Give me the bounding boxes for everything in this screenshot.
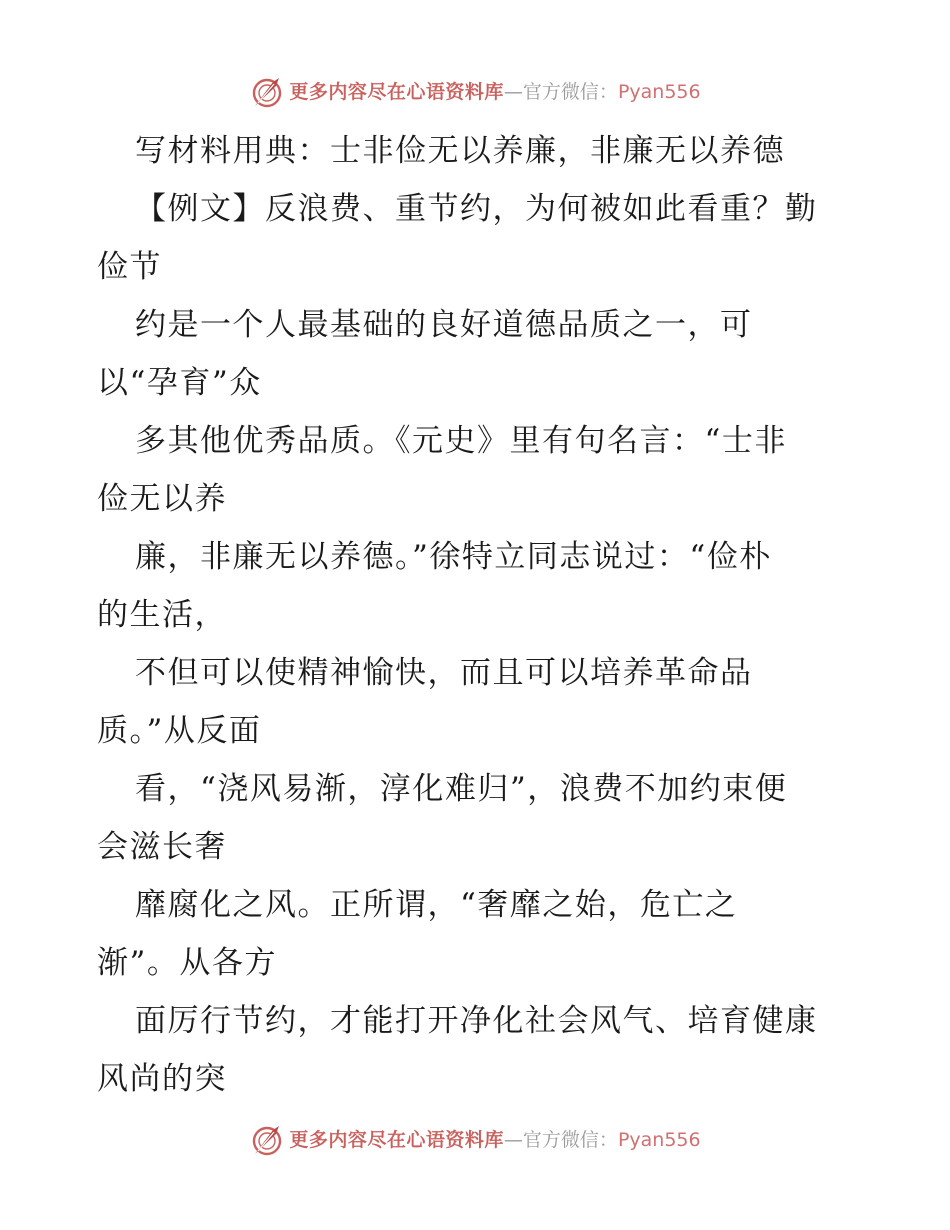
text-line: 俭无以养 — [97, 481, 227, 517]
text-line: 写材料用典：士非俭无以养廉，非廉无以养德 — [135, 133, 785, 169]
header-label: 官方微信： — [522, 80, 618, 103]
text-line: 会滋长奢 — [97, 829, 227, 865]
footer-title: 更多内容尽在心语资料库 — [289, 1128, 504, 1151]
header-separator: — — [503, 80, 523, 103]
header-title: 更多内容尽在心语资料库 — [289, 80, 504, 103]
text-line: 面厉行节约，才能打开净化社会风气、培育健康 — [135, 1003, 818, 1039]
text-line: 看，“浇风易渐，淳化难归”，浪费不加约束便 — [135, 771, 788, 807]
text-line: 的生活， — [97, 597, 227, 633]
text-line: 俭节 — [97, 249, 162, 285]
header-banner — [0, 72, 950, 112]
footer-wechat-id: Pyan556 — [617, 1128, 701, 1151]
text-line: 风尚的突 — [97, 1061, 227, 1097]
text-line: 廉，非廉无以养德。”徐特立同志说过：“俭朴 — [135, 539, 772, 575]
text-line: 质。”从反面 — [97, 713, 262, 749]
text-line: 多其他优秀品质。《元史》里有句名言：“士非 — [135, 423, 787, 459]
quill-logo-icon — [249, 1122, 285, 1158]
document-body — [97, 122, 857, 1108]
footer-banner — [0, 1120, 950, 1160]
footer-label: 官方微信： — [522, 1128, 618, 1151]
text-line: 【例文】反浪费、重节约，为何被如此看重？勤 — [135, 191, 818, 227]
text-line: 以“孕育”众 — [97, 365, 262, 401]
quill-logo-icon — [249, 74, 285, 110]
text-line: 渐”。从各方 — [97, 945, 277, 981]
footer-separator: — — [503, 1128, 523, 1151]
header-wechat-id: Pyan556 — [617, 80, 701, 103]
text-line: 靡腐化之风。正所谓，“奢靡之始，危亡之 — [135, 887, 738, 923]
text-line: 不但可以使精神愉快，而且可以培养革命品 — [135, 655, 753, 691]
text-line: 约是一个人最基础的良好道德品质之一，可 — [135, 307, 753, 343]
